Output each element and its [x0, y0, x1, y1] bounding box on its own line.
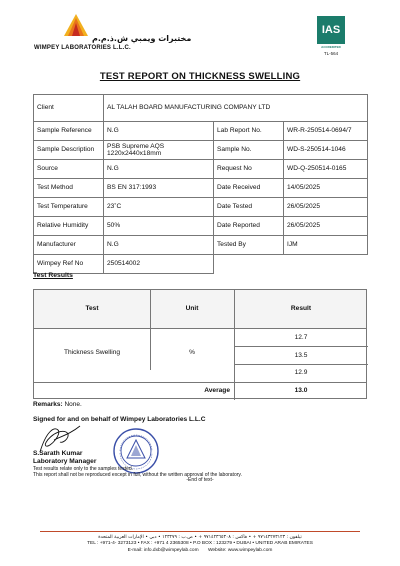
row-label: Source [34, 160, 104, 179]
end-of-text: -End of text- [186, 477, 214, 483]
company-logo [34, 14, 192, 54]
header-test: Test [85, 305, 99, 312]
row-label: Sample Description [34, 141, 104, 160]
footer-divider [40, 531, 360, 532]
row-value: PSB Supreme AQS 1220x2440x18mm [104, 141, 214, 160]
test-unit: % [189, 349, 195, 356]
remarks [33, 401, 82, 408]
company-name-arabic: مختبرات ويمبي ش.ذ.م.م [92, 34, 192, 43]
table-row [34, 160, 368, 179]
footer-arabic: تيلفون : ٩٧١٤٣٢٧٣١٢٣ + • فاكس : ٩٧١٤٢٣٦٥٣٠٨ + • ص.ب : ١٢٣٢٧٩ • دبي • الإمارات العربية المتحدة [98, 535, 302, 540]
row-value: WD-S-250514-1046 [284, 141, 368, 160]
remarks-label: Remarks: [33, 401, 63, 408]
results-table [33, 289, 367, 399]
disclaimer-note-1: Test results relate only to the samples tested. [33, 466, 134, 472]
row-value: IJM [284, 236, 368, 255]
ias-accreditation-badge [317, 16, 345, 60]
table-row [34, 122, 368, 141]
ref-label: Wimpey Ref No [34, 255, 104, 274]
row-value: N.G [104, 122, 214, 141]
ias-badge-text: IAS [317, 16, 345, 44]
row-value: N.G [104, 160, 214, 179]
row-label: Sample Reference [34, 122, 104, 141]
row-label: Date Tested [214, 198, 284, 217]
row-label: Tested By [214, 236, 284, 255]
remarks-text: None. [62, 401, 82, 408]
table-row [34, 179, 368, 198]
row-value: 26/05/2025 [284, 217, 368, 236]
row-label: Test Temperature [34, 198, 104, 217]
row-label: Sample No. [214, 141, 284, 160]
footer-web [0, 548, 400, 553]
ias-code: TL-564 [323, 51, 339, 56]
row-label: Request No [214, 160, 284, 179]
signatory-role: Laboratory Manager [33, 458, 97, 465]
footer-email: E-mail: info.dxb@wimpeylab.com [127, 548, 199, 553]
table-row [34, 217, 368, 236]
test-name: Thickness Swelling [63, 349, 121, 356]
average-value: 13.0 [294, 387, 308, 394]
sample-info-table [33, 94, 368, 274]
row-label: Relative Humidity [34, 217, 104, 236]
result-value-3: 12.9 [294, 369, 308, 376]
table-row [34, 198, 368, 217]
row-label: Manufacturer [34, 236, 104, 255]
signatory-name: S.Sarath Kumar [33, 450, 83, 457]
client-row [34, 95, 368, 122]
row-value: WD-Q-250514-0165 [284, 160, 368, 179]
row-value: 23˚C [104, 198, 214, 217]
result-value-2: 13.5 [294, 352, 308, 359]
report-title: TEST REPORT ON THICKNESS SWELLING [99, 71, 301, 82]
ias-accredited-text: ACCREDITED [321, 45, 341, 49]
row-label: Date Received [214, 179, 284, 198]
row-value: BS EN 317:1993 [104, 179, 214, 198]
row-label: Date Reported [214, 217, 284, 236]
row-value: WR-R-250514-0694/7 [284, 122, 368, 141]
average-label: Average [204, 387, 230, 394]
table-row [34, 141, 368, 160]
company-name-english: WIMPEY LABORATORIES L.L.C. [34, 45, 131, 51]
test-results-heading: Test Results [33, 272, 73, 279]
signed-line: Signed for and on behalf of Wimpey Laboratories L.L.C [33, 416, 206, 423]
disclaimer-note-2: This report shall not be reproduced except in full, without the written approval of the laboratory. [33, 472, 242, 478]
header-unit: Unit [185, 305, 199, 312]
ref-value: 250514002 [104, 255, 214, 274]
table-row [34, 236, 368, 255]
row-label: Lab Report No. [214, 122, 284, 141]
row-value: N.G [104, 236, 214, 255]
table-row [34, 255, 368, 274]
row-value: 26/05/2025 [284, 198, 368, 217]
row-value: 14/05/2025 [284, 179, 368, 198]
footer-website: Website: www.wimpeylab.com [207, 548, 273, 553]
row-value: 50% [104, 217, 214, 236]
row-label: Test Method [34, 179, 104, 198]
client-value: AL TALAH BOARD MANUFACTURING COMPANY LTD [104, 95, 368, 122]
flame-logo-icon [64, 14, 88, 36]
client-label: Client [34, 95, 104, 122]
footer-contact: TEL : +971-4- 3273123 • FAX : +971 4 2365308 • P.O BOX : 123279 • DUBAI • UNITED ARAB EMIRATES [87, 541, 313, 546]
header-result: Result [290, 305, 312, 312]
result-value-1: 12.7 [294, 334, 308, 341]
